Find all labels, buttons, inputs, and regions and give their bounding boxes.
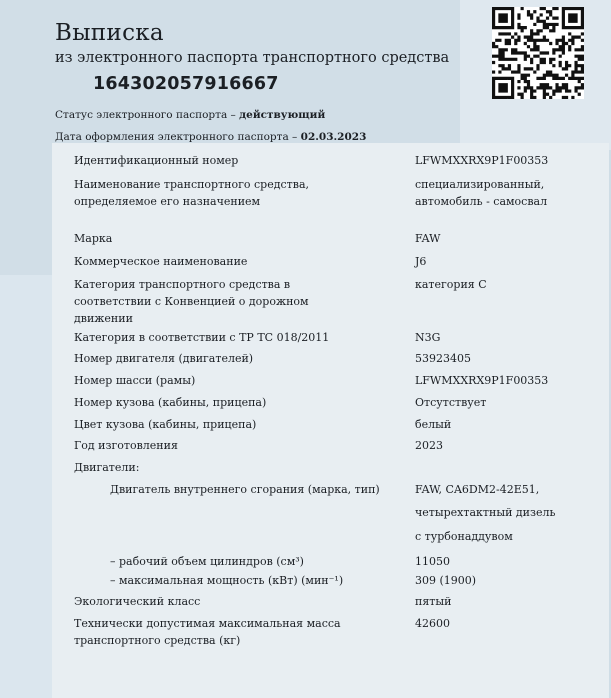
displacement-label: – рабочий объем цилиндров (см³) xyxy=(110,555,304,568)
body-number-value: Отсутствует xyxy=(415,396,487,409)
body-color-label: Цвет кузова (кабины, прицепа) xyxy=(74,418,257,431)
max-mass-value: 42600 xyxy=(415,617,450,630)
brand-label: Марка xyxy=(74,232,113,245)
qr-code-graphic xyxy=(492,7,584,99)
chassis-number-value: LFWMXXRX9P1F00353 xyxy=(415,374,549,387)
engines-heading: Двигатели: xyxy=(74,461,140,474)
category-convention-label-line3: движении xyxy=(74,312,133,325)
eco-class-value: пятый xyxy=(415,595,452,608)
vin-value: LFWMXXRX9P1F00353 xyxy=(415,154,549,167)
ice-engine-value-line3: с турбонаддувом xyxy=(415,530,513,543)
chassis-number-label: Номер шасси (рамы) xyxy=(74,374,196,387)
engine-number-value: 53923405 xyxy=(415,352,471,365)
displacement-value: 11050 xyxy=(415,555,450,568)
ice-engine-value-line1: FAW, CA6DM2-42E51, xyxy=(415,483,540,496)
status-label: Статус электронного паспорта – xyxy=(55,109,240,121)
category-convention-value: категория С xyxy=(415,278,487,291)
commercial-name-value: J6 xyxy=(415,255,427,268)
engine-number-label: Номер двигателя (двигателей) xyxy=(74,352,254,365)
status-line xyxy=(55,104,366,126)
document-title: Выписка xyxy=(55,20,164,46)
category-tr-label: Категория в соответствии с ТР ТС 018/2011 xyxy=(74,331,330,344)
vehicle-name-value-line1: специализированный, xyxy=(415,178,545,191)
category-convention-label-line1: Категория транспортного средства в xyxy=(74,278,291,291)
passport-number: 164302057916667 xyxy=(93,74,279,94)
document-header xyxy=(55,20,449,94)
commercial-name-label: Коммерческое наименование xyxy=(74,255,248,268)
max-power-label: – максимальная мощность (кВт) (мин⁻¹) xyxy=(110,574,344,587)
vehicle-details-panel xyxy=(52,143,609,698)
eco-class-label: Экологический класс xyxy=(74,595,201,608)
passport-status-block xyxy=(55,104,366,148)
max-mass-label-line2: транспортного средства (кг) xyxy=(74,634,241,647)
manufacture-year-label: Год изготовления xyxy=(74,439,178,452)
category-tr-value: N3G xyxy=(415,331,441,344)
vin-label: Идентификационный номер xyxy=(74,154,239,167)
category-convention-label-line2: соответствии с Конвенцией о дорожном xyxy=(74,295,309,308)
document-subtitle: из электронного паспорта транспортного средства xyxy=(55,50,450,66)
body-color-value: белый xyxy=(415,418,452,431)
vehicle-name-label-line2: определяемое его назначением xyxy=(74,195,261,208)
manufacture-year-value: 2023 xyxy=(415,439,443,452)
max-mass-label-line1: Технически допустимая максимальная масса xyxy=(74,617,341,630)
body-number-label: Номер кузова (кабины, прицепа) xyxy=(74,396,267,409)
date-label: Дата оформления электронного паспорта – xyxy=(55,131,301,143)
max-power-value: 309 (1900) xyxy=(415,574,477,587)
brand-value: FAW xyxy=(415,232,441,245)
ice-engine-value-line2: четырехтактный дизель xyxy=(415,506,556,519)
date-value: 02.03.2023 xyxy=(300,131,367,143)
vehicle-name-label-line1: Наименование транспортного средства, xyxy=(74,178,309,191)
vehicle-name-value-line2: автомобиль - самосвал xyxy=(415,195,548,208)
status-value: действующий xyxy=(239,109,326,121)
ice-engine-label: Двигатель внутреннего сгорания (марка, тип) xyxy=(110,483,380,496)
qr-code-icon xyxy=(492,7,584,99)
